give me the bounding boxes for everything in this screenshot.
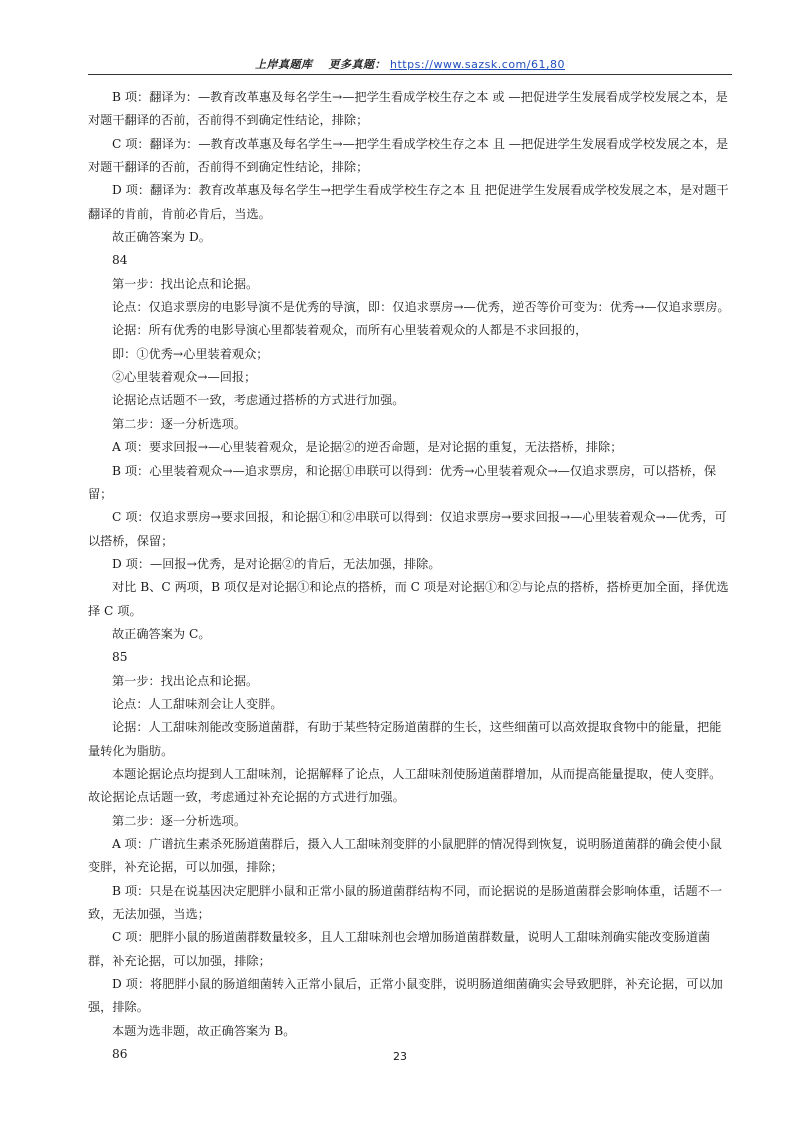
paragraph: 论据：人工甜味剂能改变肠道菌群，有助于某些特定肠道菌群的生长，这些细菌可以高效提取食物中的能量，把能量转化为脂肪。 — [88, 720, 722, 758]
paragraph: 故正确答案为 C。 — [112, 626, 211, 641]
question-number: 84 — [112, 253, 128, 268]
paragraph: B 项：翻译为：—教育改革惠及每名学生→—把学生看成学校生存之本 或 —把促进学生发展看成学校发展之本，是对题干翻译的否前，否前得不到确定性结论，排除； — [88, 90, 728, 128]
paragraph: 第二步：逐一分析选项。 — [112, 813, 247, 828]
question-number: 86 — [112, 1047, 128, 1062]
paragraph: 论点：人工甜味剂会让人变胖。 — [112, 696, 283, 711]
paragraph: 即：①优秀→心里装着观众； — [112, 346, 269, 361]
paragraph: B 项：心里装着观众→—追求票房，和论据①串联可以得到：优秀→心里装着观众→—仅追求票房，可以搭桥，保留； — [88, 463, 717, 501]
paragraph: 故正确答案为 D。 — [112, 230, 211, 245]
paragraph: B 项：只是在说基因决定肥胖小鼠和正常小鼠的肠道菌群结构不同，而论据说的是肠道菌群会影响体重，话题不一致，无法加强，当选； — [88, 883, 723, 922]
header-brand: 上岸真题库 — [255, 58, 313, 71]
paragraph: D 项：将肥胖小鼠的肠道细菌转入正常小鼠后，正常小鼠变胖，说明肠道细菌确实会导致肥胖，补充论据，可以加强，排除。 — [88, 977, 723, 1015]
question-number: 85 — [112, 650, 128, 665]
paragraph: 论据论点话题不一致，考虑通过搭桥的方式进行加强。 — [112, 393, 405, 408]
paragraph: C 项：翻译为：—教育改革惠及每名学生→—把学生看成学校生存之本 且 —把促进学生发展看成学校发展之本，是对题干翻译的否前，否前得不到确定性结论，排除； — [88, 136, 729, 175]
page-number: 23 — [393, 1050, 407, 1063]
paragraph: 本题论据论点均提到人工甜味剂，论据解释了论点，人工甜味剂使肠道菌群增加，从而提高能量提取，使人变胖。故论据论点话题一致，考虑通过补充论据的方式进行加强。 — [88, 766, 722, 805]
paragraph: ②心里装着观众→—回报； — [112, 370, 257, 385]
header-divider — [88, 74, 732, 75]
paragraph: D 项：翻译为：教育改革惠及每名学生→把学生看成学校生存之本 且 把促进学生发展看成学校发展之本，是对题干翻译的肯前，肯前必肯后，当选。 — [88, 183, 729, 221]
page-header — [90, 56, 730, 72]
paragraph: 第一步：找出论点和论据。 — [112, 276, 259, 291]
document-body — [88, 86, 732, 1066]
header-url-link[interactable]: https://www.sazsk.com/61,80 — [390, 58, 565, 71]
paragraph: 论点：仅追求票房的电影导演不是优秀的导演，即：仅追求票房→—优秀，逆否等价可变为：优秀→—仅追求票房。 — [112, 300, 730, 315]
paragraph: 本题为选非题，故正确答案为 B。 — [112, 1023, 296, 1038]
header-more-label: 更多真题： — [328, 58, 387, 71]
paragraph: A 项：要求回报→—心里装着观众，是论据②的逆否命题，是对论据的重复，无法搭桥，排除； — [112, 440, 623, 455]
paragraph: 论据：所有优秀的电影导演心里都装着观众，而所有心里装着观众的人都是不求回报的， — [112, 323, 588, 338]
paragraph: 对比 B、C 两项，B 项仅是对论据①和论点的搭桥，而 C 项是对论据①和②与论点的搭桥，搭桥更加全面，择优选择 C 项。 — [88, 580, 729, 618]
paragraph: C 项：肥胖小鼠的肠道菌群数量较多，且人工甜味剂也会增加肠道菌群数量，说明人工甜味剂确实能改变肠道菌群，补充论据，可以加强，排除； — [88, 930, 711, 968]
paragraph: 第二步：逐一分析选项。 — [112, 416, 247, 431]
paragraph: 第一步：找出论点和论据。 — [112, 673, 259, 688]
paragraph: D 项：—回报→优秀，是对论据②的肯后，无法加强，排除。 — [112, 556, 441, 571]
paragraph: C 项：仅追求票房→要求回报，和论据①和②串联可以得到：仅追求票房→要求回报→—心里装着观众→—优秀，可以搭桥，保留； — [88, 510, 727, 548]
paragraph: A 项：广谱抗生素杀死肠道菌群后，摄入人工甜味剂变胖的小鼠肥胖的情况得到恢复，说明肠道菌群的确会使小鼠变胖，补充论据，可以加强，排除； — [88, 837, 722, 875]
